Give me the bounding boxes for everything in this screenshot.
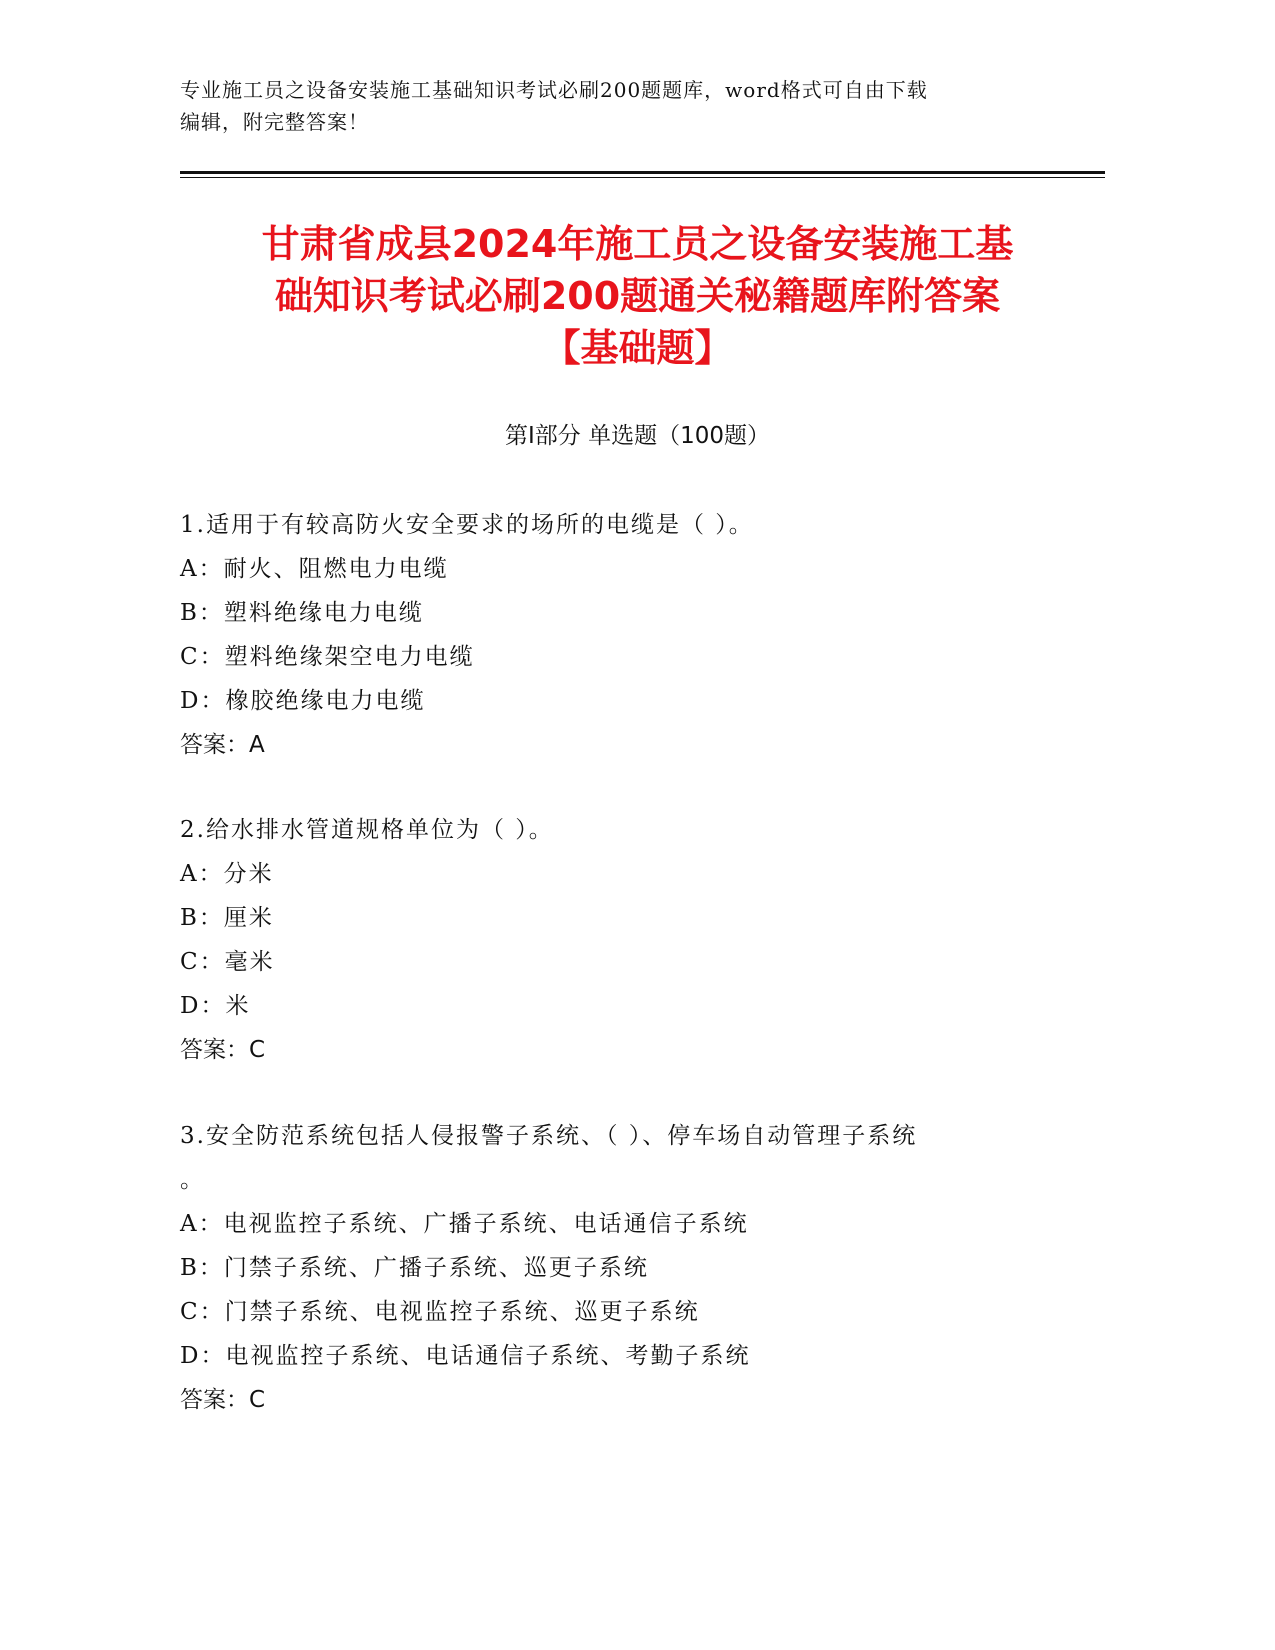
question-1 (180, 503, 1060, 767)
question-2 (180, 808, 1060, 1072)
header-rule-thick (180, 171, 1105, 174)
section-heading: 第I部分 单选题（100题） (505, 423, 770, 449)
document-title (150, 218, 1125, 374)
title-line-1: 甘肃省成县2024年施工员之设备安装施工基 (261, 222, 1014, 266)
option-b: B：塑料绝缘电力电缆 (180, 600, 424, 626)
header-line-1: 专业施工员之设备安装施工基础知识考试必刷200题题库，word格式可自由下载 (180, 78, 928, 102)
option-d: D：米 (180, 993, 251, 1019)
answer: 答案：C (180, 1037, 266, 1063)
header-rule-thin (180, 177, 1105, 178)
title-line-3: 【基础题】 (542, 326, 733, 370)
title-line-2: 础知识考试必刷200题通关秘籍题库附答案 (274, 274, 1001, 318)
question-stem: 3.安全防范系统包括人侵报警子系统、（ ）、停车场自动管理子系统 (180, 1123, 918, 1149)
answer: 答案：C (180, 1387, 266, 1413)
option-b: B：门禁子系统、广播子系统、巡更子系统 (180, 1255, 649, 1281)
document-header (180, 74, 1060, 138)
question-stem: 1.适用于有较高防火安全要求的场所的电缆是（ ）。 (180, 512, 754, 538)
option-c: C：毫米 (180, 949, 275, 975)
option-a: A：耐火、阻燃电力电缆 (180, 556, 449, 582)
question-stem: 2.给水排水管道规格单位为（ ）。 (180, 817, 554, 843)
option-d: D：橡胶绝缘电力电缆 (180, 688, 426, 714)
option-c: C：门禁子系统、电视监控子系统、巡更子系统 (180, 1299, 700, 1325)
option-c: C：塑料绝缘架空电力电缆 (180, 644, 475, 670)
option-a: A：分米 (180, 861, 274, 887)
option-a: A：电视监控子系统、广播子系统、电话通信子系统 (180, 1211, 749, 1237)
header-line-2: 编辑，附完整答案！ (180, 110, 369, 134)
question-3 (180, 1114, 1060, 1422)
option-d: D：电视监控子系统、电话通信子系统、考勤子系统 (180, 1343, 751, 1369)
answer: 答案：A (180, 732, 265, 758)
question-stem-continuation: 。 (180, 1167, 205, 1193)
option-b: B：厘米 (180, 905, 274, 931)
